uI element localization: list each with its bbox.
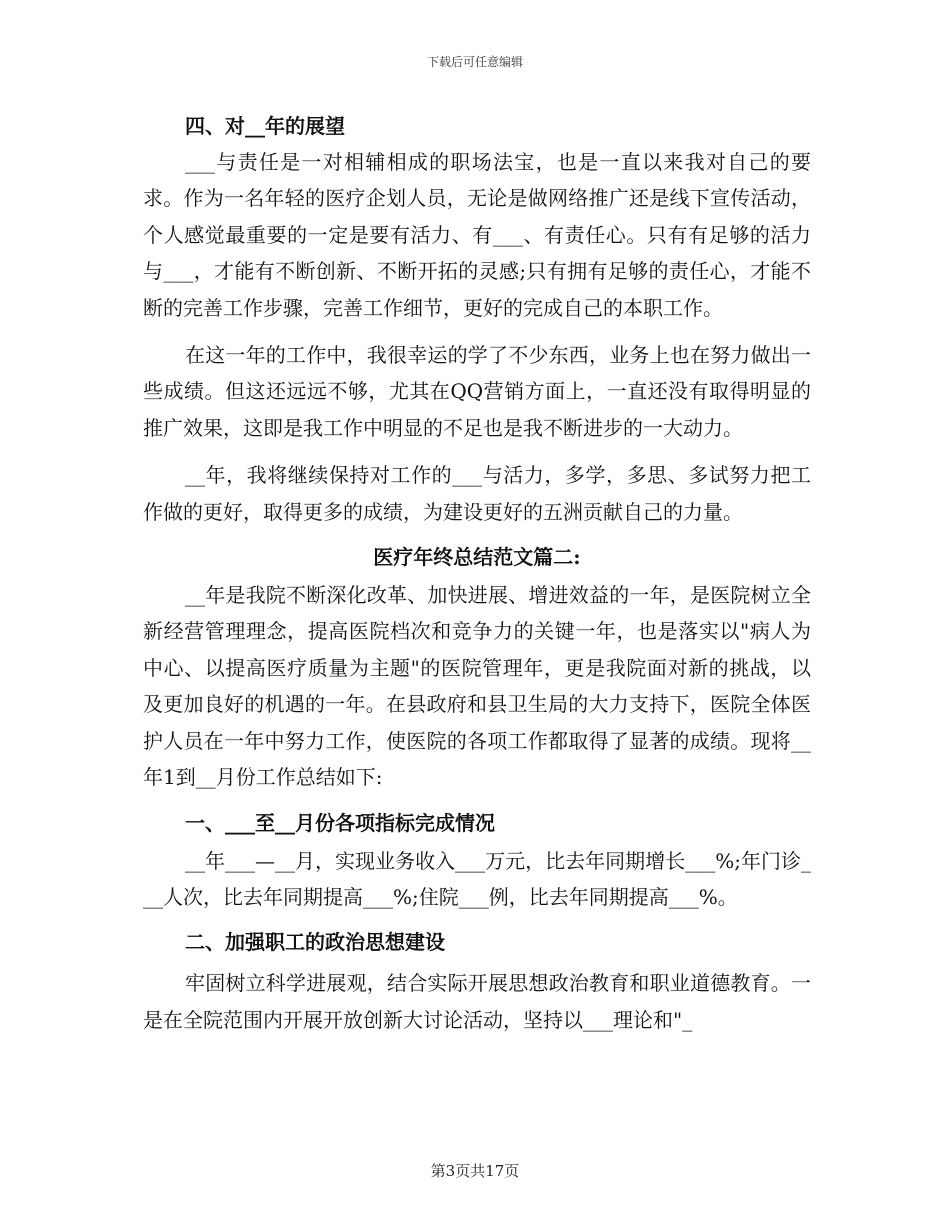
- page-header: 下载后可任意编辑: [426, 55, 523, 69]
- page-number: 第3页共17页: [430, 1162, 520, 1180]
- paragraph: 牢固树立科学进展观，结合实际开展思想政治教育和职业道德教育。一是在全院范围内开展开放创新大讨论活动，坚持以___理论和"_: [143, 971, 811, 1032]
- paragraph: __年___—__月，实现业务收入___万元，比去年同期增长___%;年门诊___人次，比去年同期提高___%;住院___例，比去年同期提高___%。: [143, 848, 811, 909]
- paragraph: __年是我院不断深化改革、加快进展、增进效益的一年，是医院树立全新经营管理理念，提高医院档次和竞争力的关键一年，也是落实以"病人为中心、以提高医疗质量为主题"的医院管理年，更是我院面对新的挑战，以及更加良好的机遇的一年。在县政府和县卫生局的大力支持下，医院全体医护人员在一年中努力工作，使医院的各项工作都取得了显著的成绩。现将__年1到__月份工作总结如下:: [143, 583, 811, 790]
- section-heading-outlook: 四、对__年的展望: [185, 114, 345, 138]
- document-body: [143, 110, 811, 1049]
- paragraph: __年，我将继续保持对工作的___与活力，多学，多思、多试努力把工作做的更好，取得更多的成绩，为建设更好的五洲贡献自己的力量。: [143, 463, 811, 524]
- paragraph: ___与责任是一对相辅相成的职场法宝，也是一直以来我对自己的要求。作为一名年轻的医疗企划人员，无论是做网络推广还是线下宣传活动，个人感觉最重要的一定是要有活力、有___、有责任心。只有有足够的活力与___，才能有不断创新、不断开拓的灵感;只有拥有足够的责任心，才能不断的完善工作步骤，完善工作细节，更好的完成自己的本职工作。: [143, 150, 811, 320]
- article-title: 医疗年终总结范文篇二:: [373, 545, 581, 570]
- section-heading-political: 二、加强职工的政治思想建设: [185, 930, 445, 955]
- section-heading-indicators: 一、___至__月份各项指标完成情况: [185, 810, 495, 835]
- paragraph: 在这一年的工作中，我很幸运的学了不少东西，业务上也在努力做出一些成绩。但这还远远不够，尤其在QQ营销方面上，一直还没有取得明显的推广效果，这即是我工作中明显的不足也是我不断进步的一大动力。: [143, 343, 811, 440]
